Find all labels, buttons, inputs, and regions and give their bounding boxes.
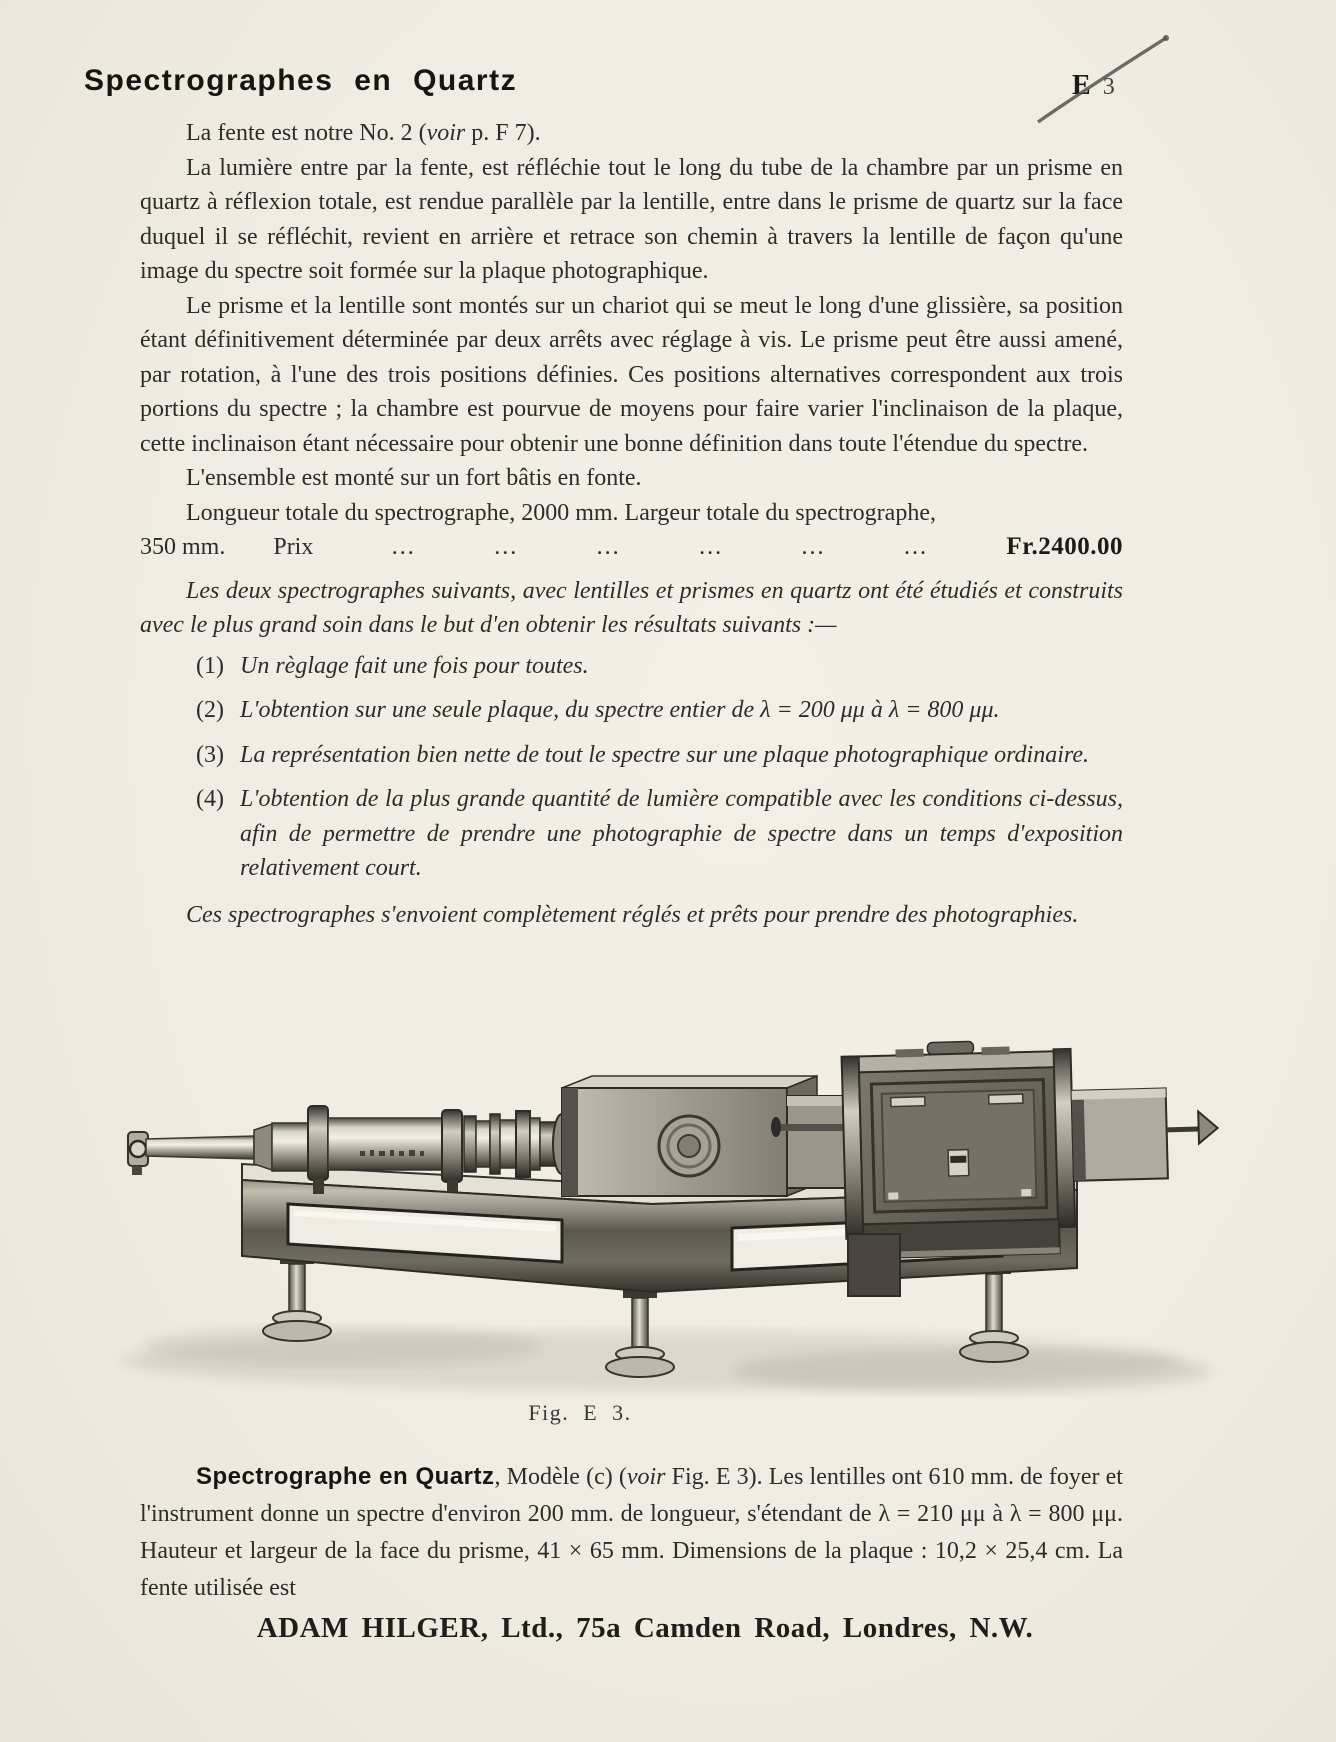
price-label: Prix [273,534,314,560]
list-item [196,649,1123,684]
footer-address: ADAM HILGER, Ltd., 75a Camden Road, Londres, N.W. [256,1612,1034,1644]
price-amount: Fr.2400.00 [1006,533,1123,560]
paragraph-intro-italic: Les deux spectrographes suivants, avec lentilles et prismes en quartz ont été étudiés et construits avec le plus grand soin dans le but d'en obtenir les résultats suivants :— [140,577,1123,638]
leader-dots: ... [903,534,928,560]
figure-spectrograph [92,946,1252,1402]
leader-dots: ... [699,534,724,560]
width-value: 350 mm. [140,534,226,560]
prism-housing [562,1076,817,1196]
list-item-number: (3) [196,741,224,768]
leader-dots: ... [596,534,621,560]
paragraph-closing-italic: Ces spectrographes s'envoient complètement réglés et prêts pour prendre des photographies. [186,901,1079,928]
plate-slide-block [1072,1088,1168,1180]
page-mark-letter: E [1072,70,1091,101]
list-item-text: L'obtention de la plus grande quantité de lumière compatible avec les conditions ci-dessus, afin de permettre de prendre une photographie de spectre dans un temps d'exposition relativement court. [240,786,1123,881]
list-item-text: Un règlage fait une fois pour toutes. [240,652,589,679]
adjustment-knob [1166,1111,1218,1144]
paragraph-light-path: La lumière entre par la fente, est réfléchie tout le long du tube de la chambre par un prisme en quartz à réflexion totale, est rendue parallèle par la lentille, entre dans le prisme de quartz sur la face duquel il se réfléchit, revient en arrière et retrace son chemin à travers la lentille de façon qu'une image du spectre soit formée sur la plaque photographique. [140,154,1123,284]
list-item-number: (1) [196,652,224,679]
page-mark-number: 3 [1102,74,1115,100]
model-bold-lead: Spectrographe en Quartz [196,1463,495,1490]
pen-stroke-icon [1018,26,1198,130]
camera-support-bracket [848,1234,900,1296]
body-text-column [140,116,1123,932]
figure-caption: Fig. E 3. [528,1400,632,1425]
camera-back [841,1035,1220,1259]
paragraph-slit: La fente est notre No. 2 (voir p. F 7). [186,120,541,146]
leader-dots: ... [801,534,826,560]
leveling-foot [263,1252,331,1341]
list-item-text: La représentation bien nette de tout le spectre sur une plaque photographique ordinaire. [240,741,1089,768]
list-item [196,738,1123,773]
list-item-number: (4) [196,786,224,812]
list-item-text: L'obtention sur une seule plaque, du spectre entier de λ = 200 μμ à λ = 800 μμ. [240,697,1000,723]
list-item [196,693,1123,728]
plate-holder [859,1067,1059,1224]
page-title: Spectrographes en Quartz [84,64,518,97]
feature-list [140,649,1123,886]
slit-head [128,1132,148,1175]
paragraph-prism-carriage: Le prisme et la lentille sont montés sur un chariot qui se meut le long d'une glissière, sa position étant définitivement déterminée par deux arrêts avec réglage à vis. Le prisme peut être aussi amené, par rotation, à l'une des trois positions définies. Ces positions alternatives correspondent aux trois portions du spectre ; la chambre est pourvue de moyens pour faire varier l'inclinaison de la plaque, cette inclinaison étant nécessaire pour obtenir une bonne définition dans toute l'étendue du spectre. [140,292,1123,457]
leader-dots: ... [391,534,416,560]
model-paragraph: Spectrographe en Quartz, Modèle (c) (voir Fig. E 3). Les lentilles ont 610 mm. de foyer et l'instrument donne un spectre d'environ 200 mm. de longueur, s'étendant de λ = 210 μμ à λ = 800 μμ. Hauteur et largeur de la face du prisme, 41 × 65 mm. Dimensions de la plaque : 10,2 × 25,4 cm. La fente utilisée est [140,1463,1123,1601]
price-row [140,530,1123,565]
leader-dots: ... [494,534,519,560]
paragraph-dimensions: Longueur totale du spectrographe, 2000 mm. Largeur totale du spectrographe, [186,499,936,526]
list-item [196,782,1123,886]
leveling-foot [960,1262,1028,1362]
paragraph-cast-iron: L'ensemble est monté sur un fort bâtis en fonte. [186,465,642,491]
list-item-number: (2) [196,697,224,723]
